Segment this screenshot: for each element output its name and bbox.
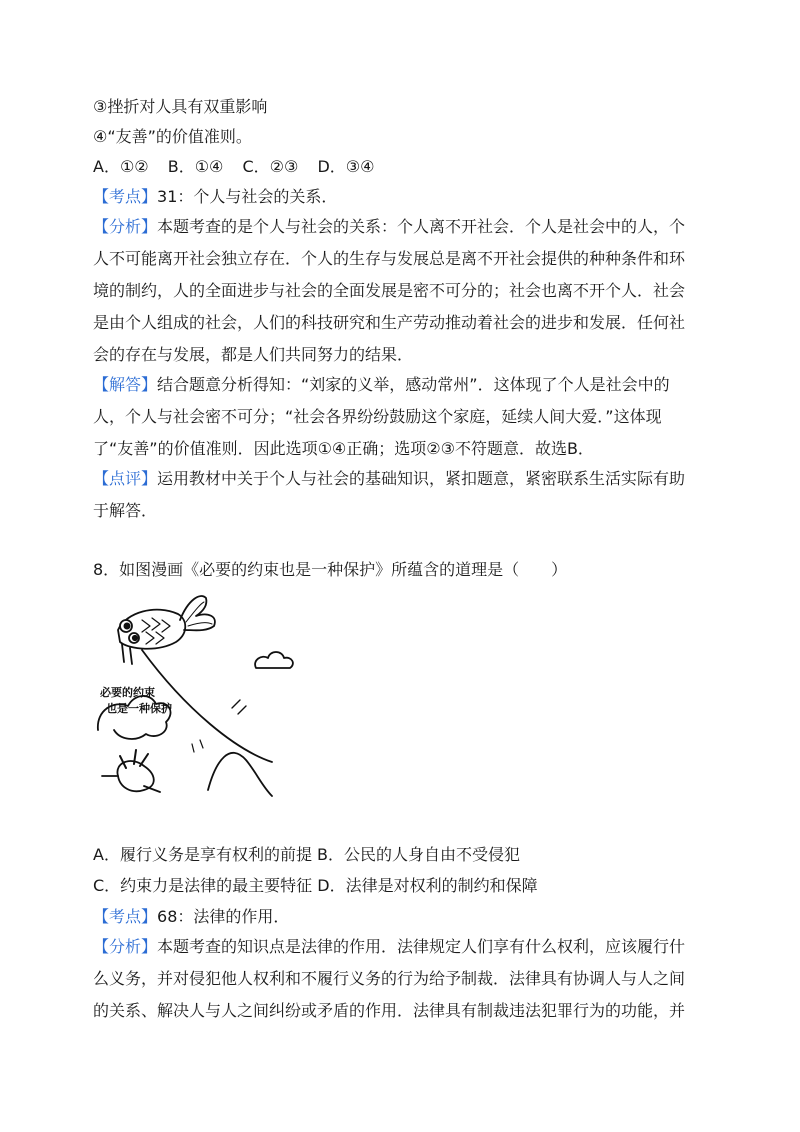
dianping-tag: 【点评】 <box>93 469 158 488</box>
cartoon-caption-line-1: 必要的约束 <box>100 686 155 699</box>
kaodian-line <box>93 187 713 207</box>
q8-kaodian-line <box>93 907 713 927</box>
question-8-stem: 8．如图漫画《必要的约束也是一种保护》所蕴含的道理是（ ） <box>93 560 568 579</box>
jieda-line-2: 人，个人与社会密不可分；“社会各界纷纷鼓励这个家庭，延续人间大爱．”这体现 <box>93 407 662 426</box>
q8-options-row-2: C．约束力是法律的最主要特征 D．法律是对权利的制约和保障 <box>93 876 538 895</box>
statement-4: ④“友善”的价值准则。 <box>93 127 252 146</box>
fenxi-line-4: 是由个人组成的社会，人们的科技研究和生产劳动推动着社会的进步和发展．任何社 <box>93 313 686 332</box>
option-c: C．②③ <box>242 157 299 176</box>
fenxi-line-1 <box>93 217 713 237</box>
fenxi-line-3: 境的制约，人的全面进步与社会的全面发展是密不可分的；社会也离不开个人．社会 <box>93 281 686 300</box>
option-a: A．①② <box>93 157 149 176</box>
fenxi-line-2: 人不可能离开社会独立存在．个人的生存与发展总是离不开社会提供的种种条件和环 <box>93 249 686 268</box>
jieda-text: 结合题意分析得知：“刘家的义举，感动常州”．这体现了个人是社会中的 <box>157 375 670 394</box>
statement-3: ③挫折对人具有双重影响 <box>93 97 268 116</box>
dianping-line-1 <box>93 469 713 489</box>
q8-fenxi-line-2: 么义务，并对侵犯他人权利和不履行义务的行为给予制裁．法律具有协调人与人之间 <box>93 969 686 988</box>
jieda-tag: 【解答】 <box>93 375 158 394</box>
jieda-line-3: 了“友善”的价值准则．因此选项①④正确；选项②③不符题意．故选B． <box>93 439 594 458</box>
dianping-text: 运用教材中关于个人与社会的基础知识，紧扣题意，紧密联系生活实际有助 <box>157 469 686 488</box>
kaodian-text: 31：个人与社会的关系． <box>157 187 338 206</box>
fenxi-line-5: 会的存在与发展，都是人们共同努力的结果． <box>93 345 414 364</box>
fenxi-text: 本题考查的是个人与社会的关系：个人离不开社会．个人是社会中的人，个 <box>157 217 686 236</box>
q8-fenxi-tag: 【分析】 <box>93 937 158 956</box>
option-b: B．①④ <box>167 157 224 176</box>
kaodian-tag: 【考点】 <box>93 187 158 206</box>
q8-fenxi-text: 本题考查的知识点是法律的作用．法律规定人们享有什么权利，应该履行什 <box>157 937 686 956</box>
q8-fenxi-line-3: 的关系、解决人与人之间纠纷或矛盾的作用．法律具有制裁违法犯罪行为的功能，并 <box>93 1001 686 1020</box>
q8-kaodian-text: 68：法律的作用． <box>157 907 290 926</box>
answer-options <box>93 157 713 177</box>
kite-cartoon <box>96 590 326 820</box>
jieda-line-1 <box>93 375 713 395</box>
q8-options-row-1: A．履行义务是享有权利的前提 B．公民的人身自由不受侵犯 <box>93 845 521 864</box>
fenxi-tag: 【分析】 <box>93 217 158 236</box>
cartoon-caption-line-2: 也是一种保护 <box>106 702 172 715</box>
q8-fenxi-line-1 <box>93 937 713 957</box>
dianping-line-2: 于解答． <box>93 501 158 520</box>
option-d: D．③④ <box>317 157 375 176</box>
q8-kaodian-tag: 【考点】 <box>93 907 158 926</box>
